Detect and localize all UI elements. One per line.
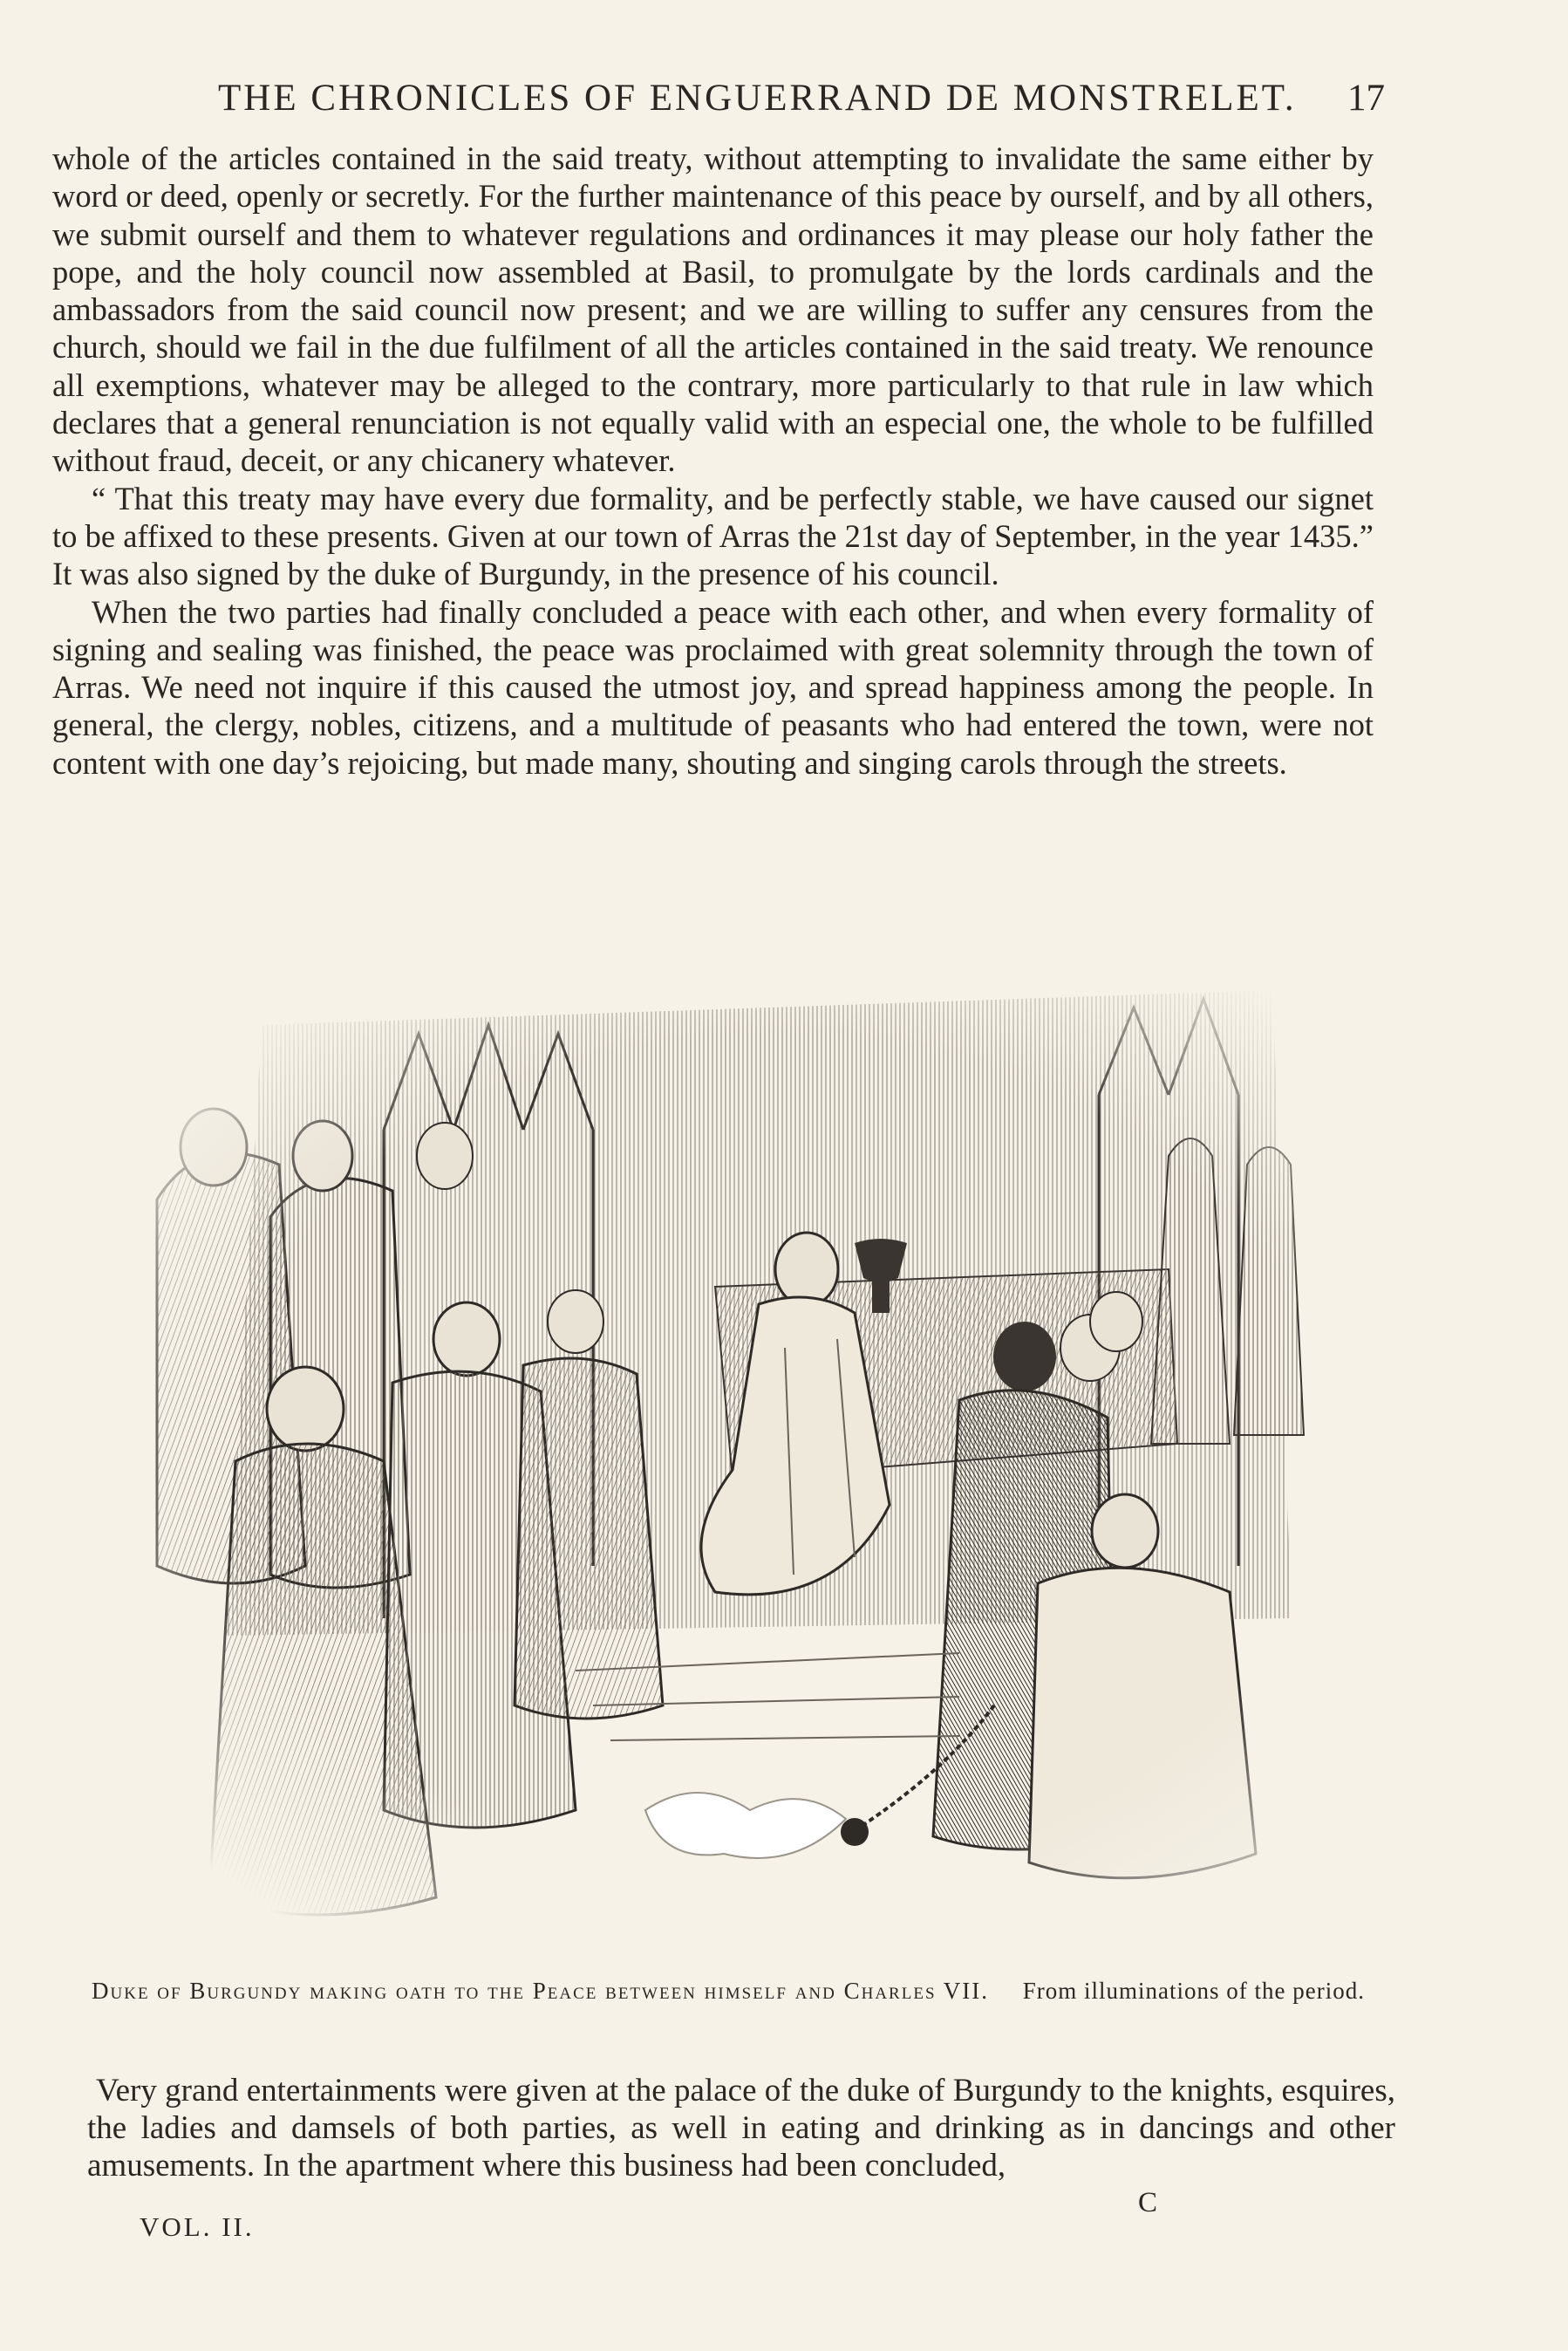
paragraph-treaty-signet: “ That this treaty may have every due formality, and be perfectly stable, we have caused our signet to be affixed to these presents. Given at our town of Arras the 21st day of September, in the year 1435.” It was also signed by the duke of Burgundy, in the presence of his council. [52, 480, 1374, 592]
signature-mark: C [1138, 2187, 1158, 2218]
body-text [52, 140, 1374, 782]
engraving-illustration [122, 955, 1430, 1954]
running-title: THE CHRONICLES OF ENGUERRAND DE MONSTRELET. [218, 78, 1297, 119]
paragraph-treaty-articles: whole of the articles contained in the said treaty, without attempting to invalidate the same either by word or deed, openly or secretly. For the further maintenance of this peace by ourself, and by all others, we submit ourself and them to whatever regulations and ordinances it may please our holy father the pope, and the holy council now assembled at Basil, to promulgate by the lords cardinals and the ambassadors from the said council now present; and we are willing to suffer any censures from the church, should we fail in the due fulfilment of all the articles contained in the said treaty. We renounce all exemptions, whatever may be alleged to the contrary, more particularly to that rule in law which declares that a general renunciation is not equally valid with an especial one, the whole to be fulfilled without fraud, deceit, or any chicanery whatever. [52, 140, 1374, 479]
volume-label: VOL. II. [140, 2211, 255, 2242]
caption-title: Duke of Burgundy making oath to the Peace between himself and Charles VII. [92, 1978, 990, 2004]
paragraph-peace-proclaimed: When the two parties had finally concluded a peace with each other, and when every formality of signing and sealing was finished, the peace was proclaimed with great solemnity through the town of Arras. We need not inquire if this caused the utmost joy, and spread happiness among the people. In general, the clergy, nobles, citizens, and a multitude of peasants who had entered the town, were not content with one day’s rejoicing, but made many, shouting and singing carols through the streets. [52, 593, 1374, 781]
continuation-text [87, 2072, 1395, 2184]
illustration-caption [61, 1976, 1395, 2006]
paragraph-entertainments: Very grand entertainments were given at the palace of the duke of Burgundy to the knights, esquires, the ladies and damsels of both parties, as well in eating and drinking as in dancings and other amusements. In the apartment where this business had been concluded, [87, 2073, 1395, 2184]
page-number: 17 [1347, 78, 1385, 119]
caption-source: From illuminations of the period. [1022, 1978, 1365, 2004]
engraving-drawing [122, 955, 1430, 1954]
